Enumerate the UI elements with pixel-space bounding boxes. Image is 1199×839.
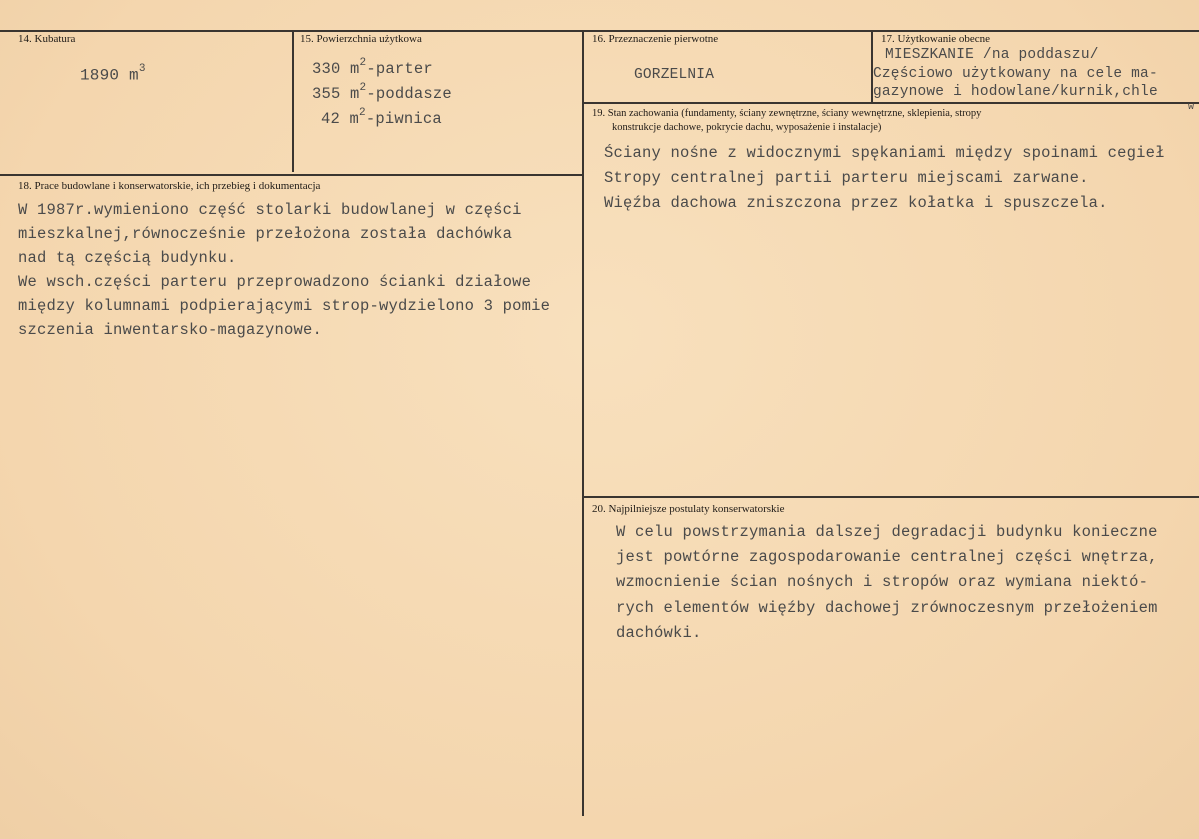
kubatura-unit-exp: 3 xyxy=(138,63,146,75)
field-16-label: 16. Przeznaczenie pierwotne xyxy=(592,33,719,45)
field-18-line-6: szczenia inwentarsko-magazynowe. xyxy=(18,321,323,339)
field-17-overflow-char: w xyxy=(1188,102,1195,113)
divider-h-18 xyxy=(0,174,584,176)
area-poddasze-exp: 2 xyxy=(359,82,367,94)
area-piwnica xyxy=(321,109,442,128)
area-poddasze-value: 355 m xyxy=(312,85,360,104)
kubatura-number: 1890 m xyxy=(80,66,139,85)
field-17-text xyxy=(873,47,1197,103)
field-17-line-3: gazynowe i hodowlane/kurnik,chle xyxy=(873,84,1158,100)
field-20-line-5: dachówki. xyxy=(616,624,702,642)
field-18-line-5: między kolumnami podpierającymi strop-wydzielono 3 pomie xyxy=(18,297,551,315)
field-17-label: 17. Użytkowanie obecne xyxy=(881,33,991,45)
area-poddasze-desc: -poddasze xyxy=(366,85,452,104)
field-17-line-2: Częściowo użytkowany na cele ma- xyxy=(873,66,1158,82)
field-18-label: 18. Prace budowlane i konserwatorskie, ich przebieg i dokumentacja xyxy=(18,180,321,192)
field-14-value xyxy=(80,65,146,84)
divider-h-20 xyxy=(584,496,1199,498)
field-20-line-2: jest powtórne zagospodarowanie centralnej części wnętrza, xyxy=(616,548,1158,566)
divider-h-top xyxy=(0,30,1199,32)
area-parter xyxy=(312,59,433,78)
area-parter-value: 330 m xyxy=(312,60,360,79)
field-19-label-line-1: 19. Stan zachowania (fundamenty, ściany zewnętrzne, ściany wewnętrzne, sklepienia, stropy xyxy=(592,108,982,119)
area-piwnica-desc: -piwnica xyxy=(365,110,442,129)
area-piwnica-value: 42 m xyxy=(321,110,360,129)
field-20-line-4: rych elementów więźby dachowej zrównoczesnym przełożeniem xyxy=(616,599,1158,617)
area-parter-desc: -parter xyxy=(366,60,433,79)
field-19-line-3: Więźba dachowa zniszczona przez kołatka i spuszczela. xyxy=(604,194,1108,212)
field-19-line-2: Stropy centralnej partii parteru miejscami zarwane. xyxy=(604,169,1089,187)
area-poddasze xyxy=(312,84,452,103)
area-parter-exp: 2 xyxy=(359,57,367,69)
field-20-label: 20. Najpilniejsze postulaty konserwatorskie xyxy=(592,503,785,515)
field-17-line-1: MIESZKANIE /na poddaszu/ xyxy=(885,47,1099,63)
field-16-value: GORZELNIA xyxy=(634,67,715,83)
field-15-label: 15. Powierzchnia użytkowa xyxy=(300,33,422,45)
field-14-label: 14. Kubatura xyxy=(18,33,76,45)
field-18-line-1: W 1987r.wymieniono część stolarki budowlanej w części xyxy=(18,201,522,219)
field-18-line-3: nad tą częścią budynku. xyxy=(18,249,237,267)
area-piwnica-exp: 2 xyxy=(359,107,366,119)
field-19-label-line-2: konstrukcje dachowe, pokrycie dachu, wyposażenie i instalacje) xyxy=(612,122,882,133)
field-18-line-2: mieszkalnej,równocześnie przełożona została dachówka xyxy=(18,225,513,243)
field-20-line-3: wzmocnienie ścian nośnych i stropów oraz wymiana niektó- xyxy=(616,573,1149,591)
divider-v-14-15 xyxy=(292,30,294,172)
field-19-line-1: Ściany nośne z widocznymi spękaniami między spoinami cegieł xyxy=(604,144,1165,162)
field-18-text xyxy=(18,201,584,361)
field-18-line-4: We wsch.części parteru przeprowadzono ścianki działowe xyxy=(18,273,532,291)
field-20-text xyxy=(616,523,1198,653)
divider-v-main xyxy=(582,30,584,816)
field-19-text xyxy=(604,144,1198,224)
field-20-line-1: W celu powstrzymania dalszej degradacji budynku konieczne xyxy=(616,523,1158,541)
